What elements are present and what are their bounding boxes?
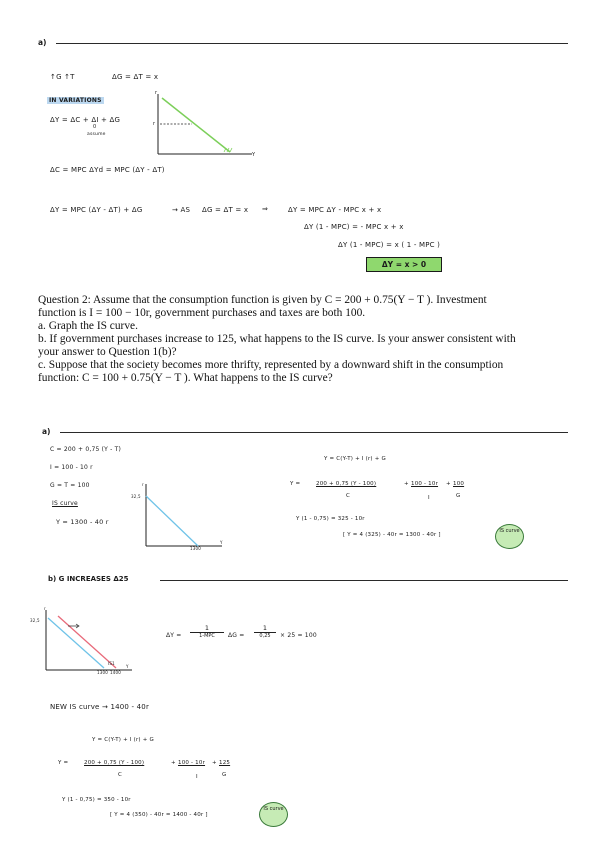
- graph-is-axis-y: r: [142, 482, 144, 487]
- graph-is-y-value: 32,5: [131, 494, 141, 499]
- gt-equation: G = T = 100: [50, 482, 90, 489]
- graph-shift-curve-label: IS1: [108, 661, 115, 666]
- step-3: ΔY (1 - MPC) = x ( 1 - MPC ): [338, 241, 441, 249]
- label-g: G: [456, 493, 461, 499]
- question-line-7: function: C = 100 + 0.75(Y − T ). What happens to the IS curve?: [38, 372, 333, 384]
- y-sub-c: 200 + 0,75 (Y - 100): [316, 481, 377, 487]
- graph-top-r-label: r: [153, 121, 156, 127]
- graph-top-axis-x: Y: [252, 152, 256, 158]
- multiplier-frac-1: [190, 624, 224, 639]
- given-equation: ΔG = ΔT = x: [112, 73, 159, 81]
- frac-2-denominator: 0,25: [254, 632, 276, 639]
- frac-2-numerator: 1: [262, 624, 268, 632]
- y-solve: Y (1 - 0,75) = 325 - 10r: [296, 516, 365, 522]
- y-sub-plus-2-b: +: [212, 760, 217, 766]
- question-line-1: Question 2: Assume that the consumption function is given by C = 200 + 0.75(Y − T ). Investment: [38, 294, 487, 306]
- graph-is: [138, 480, 228, 550]
- section-divider: [56, 43, 568, 44]
- y-sub-i: 100 - 10r: [411, 481, 439, 487]
- section-a-label: a): [42, 427, 51, 436]
- section-divider: [60, 432, 568, 433]
- given-statement: ↑G ↑T: [50, 73, 75, 81]
- section-a-top-label: a): [38, 38, 47, 47]
- implies-arrow: ⇒: [262, 205, 269, 213]
- is-curve-oval-b: IS curve: [259, 802, 288, 827]
- y-final-b: [ Y = 4 (350) - 40r = 1400 - 40r ]: [110, 812, 208, 818]
- in-variations-label: IN VARIATIONS: [49, 97, 102, 104]
- graph-shift-is0: [48, 618, 104, 668]
- question-line-5: your answer to Question 1(b)?: [38, 346, 177, 358]
- graph-shift-x-value-1: 1300: [97, 670, 108, 675]
- graph-shift-x-value-2: 1400: [110, 670, 121, 675]
- arrow-as: → AS: [172, 206, 191, 214]
- question-text: [38, 294, 563, 385]
- multiplier-dy-prefix: ΔY =: [166, 632, 182, 639]
- y-sub-plus-1: +: [404, 481, 409, 487]
- y-definition-b: Y = C(Y-T) + I (r) + G: [92, 737, 154, 743]
- y-sub-i-b: 100 - 10r: [178, 760, 206, 766]
- y-sub-prefix-b: Y =: [58, 760, 69, 766]
- section-divider: [160, 580, 568, 581]
- delta-c-equation: ΔC = MPC ΔYd = MPC (ΔY - ΔT): [50, 166, 165, 174]
- graph-is-curve: [146, 496, 198, 546]
- is-curve-equation: Y = 1300 - 40 r: [56, 518, 109, 526]
- step-2: ΔY (1 - MPC) = - MPC x + x: [304, 223, 404, 231]
- consumption-equation: C = 200 + 0,75 (Y - T): [50, 446, 121, 453]
- label-i: I: [428, 495, 430, 501]
- y-sub-g: 100: [453, 481, 465, 487]
- multiplier-result: × 25 = 100: [280, 632, 317, 639]
- y-sub-prefix: Y =: [290, 481, 301, 487]
- graph-top-axis-y: r: [155, 90, 158, 96]
- graph-shift-axis-y: r: [44, 606, 46, 611]
- question-line-4: b. If government purchases increase to 125, what happens to the IS curve. Is your answer consistent with: [38, 333, 516, 345]
- new-is-curve: NEW IS curve → 1400 - 40r: [50, 703, 150, 711]
- label-i-b: I: [196, 774, 198, 780]
- investment-equation: I = 100 - 10 r: [50, 464, 93, 471]
- label-g-b: G: [222, 772, 227, 778]
- frac-1-numerator: 1: [204, 624, 210, 632]
- section-b-label: b) G INCREASES Δ25: [48, 575, 129, 583]
- delta-y-equation: ΔY = ΔC + ΔI + ΔG: [50, 116, 121, 124]
- under-i-zero: 0: [93, 124, 97, 130]
- is-curve-oval: IS curve: [495, 524, 524, 549]
- label-c-b: C: [118, 772, 123, 778]
- is-curve-heading: IS curve: [52, 500, 78, 507]
- multiplier-frac-2: [254, 624, 276, 639]
- graph-shift-y-value: 32,5: [30, 618, 40, 623]
- delta-y-equation-2: ΔY = MPC (ΔY - ΔT) + ΔG: [50, 206, 143, 214]
- graph-top: [150, 90, 260, 160]
- y-definition: Y = C(Y-T) + I (r) + G: [324, 456, 386, 462]
- y-sub-g-b: 125: [219, 760, 231, 766]
- graph-top-curve: [162, 98, 230, 152]
- graph-is-x-value: 1300: [190, 546, 201, 551]
- question-line-2: function is I = 100 − 10r, government purchases and taxes are both 100.: [38, 307, 366, 319]
- as-equation: ΔG = ΔT = x: [202, 206, 249, 214]
- y-sub-plus-2: +: [446, 481, 451, 487]
- result-box: ΔY = x > 0: [366, 257, 442, 272]
- under-i-label: assume: [87, 132, 106, 137]
- question-line-3: a. Graph the IS curve.: [38, 320, 138, 332]
- step-1: ΔY = MPC ΔY - MPC x + x: [288, 206, 382, 214]
- multiplier-dg: ΔG =: [228, 632, 245, 639]
- question-line-6: c. Suppose that the society becomes more thrifty, represented by a downward shift in the consumption: [38, 359, 504, 371]
- y-sub-c-b: 200 + 0,75 (Y - 100): [84, 760, 145, 766]
- y-sub-plus-1-b: +: [171, 760, 176, 766]
- graph-shift-axis-x: Y: [126, 664, 129, 669]
- frac-1-denominator: 1-MPC: [190, 632, 224, 639]
- label-c: C: [346, 493, 351, 499]
- graph-shift: [38, 606, 138, 678]
- y-final: [ Y = 4 (325) - 40r = 1300 - 40r ]: [343, 532, 441, 538]
- y-solve-b: Y (1 - 0,75) = 350 - 10r: [62, 797, 131, 803]
- graph-is-axis-x: Y: [220, 540, 223, 545]
